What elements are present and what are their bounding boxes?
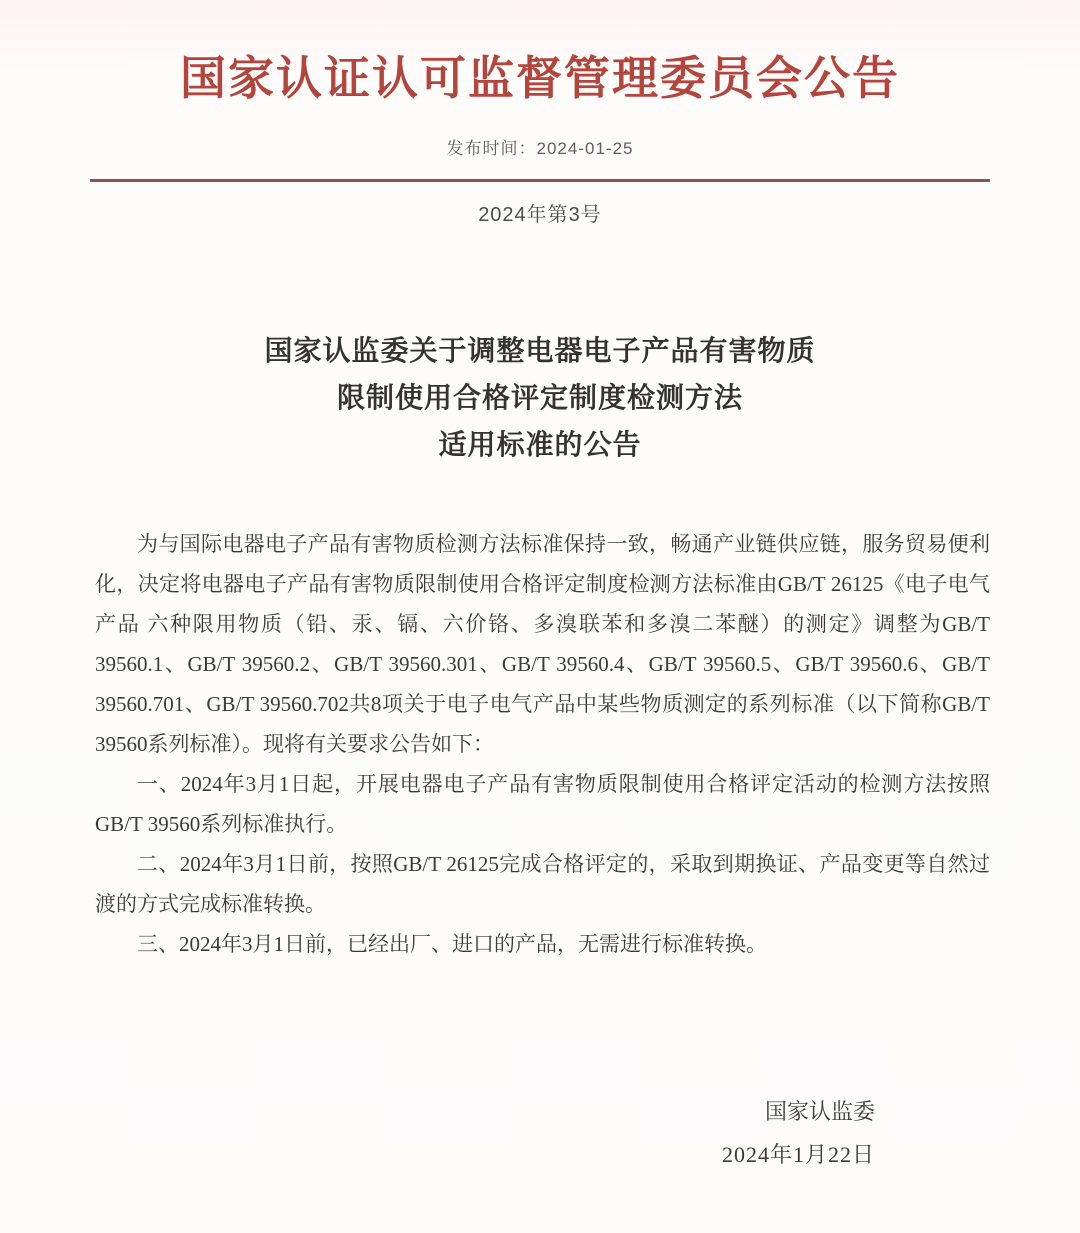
publish-time xyxy=(0,134,1080,159)
announcement-title-line-2: 限制使用合格评定制度检测方法 xyxy=(336,382,743,413)
publish-time-label: 发布时间： xyxy=(446,139,537,158)
publish-time-value: 2024-01-25 xyxy=(536,139,634,158)
signature-date: 2024年1月22日 xyxy=(721,1142,875,1167)
header-divider xyxy=(90,179,990,182)
document-number: 2024年第3号 xyxy=(478,204,602,226)
announcement-title-line-1: 国家认监委关于调整电器电子产品有害物质 xyxy=(264,335,816,366)
signature-block xyxy=(0,1090,1080,1176)
paragraph-item-1: 一、2024年3月1日起，开展电器电子产品有害物质限制使用合格评定活动的检测方法按照GB/T 39560系列标准执行。 xyxy=(95,772,990,836)
paragraph-intro: 为与国际电器电子产品有害物质检测方法标准保持一致，畅通产业链供应链，服务贸易便利化，决定将电器电子产品有害物质限制使用合格评定制度检测方法标准由GB/T 26125《电子电气产品 六种限用物质（铅、汞、镉、六价铬、多溴联苯和多溴二苯醚）的测定》调整为GB/T 39560.1、GB/T 39560.2、GB/T 39560.301、GB/T 39560.4、GB/T 39560.5、GB/T 39560.6、GB/T 39560.701、GB/T 39560.702共8项关于电子电气产品中某些物质测定的系列标准（以下简称GB/T 39560系列标准）。现将有关要求公告如下： xyxy=(95,532,990,756)
agency-header-title: 国家认证认可监督管理委员会公告 xyxy=(180,52,900,104)
signature-org: 国家认监委 xyxy=(764,1099,875,1124)
announcement-body xyxy=(0,524,1080,964)
announcement-title xyxy=(0,327,1080,468)
paragraph-item-2: 二、2024年3月1日前，按照GB/T 26125完成合格评定的，采取到期换证、产品变更等自然过渡的方式完成标准转换。 xyxy=(95,852,990,916)
announcement-title-line-3: 适用标准的公告 xyxy=(438,429,642,460)
paragraph-item-3: 三、2024年3月1日前，已经出厂、进口的产品，无需进行标准转换。 xyxy=(137,932,767,956)
